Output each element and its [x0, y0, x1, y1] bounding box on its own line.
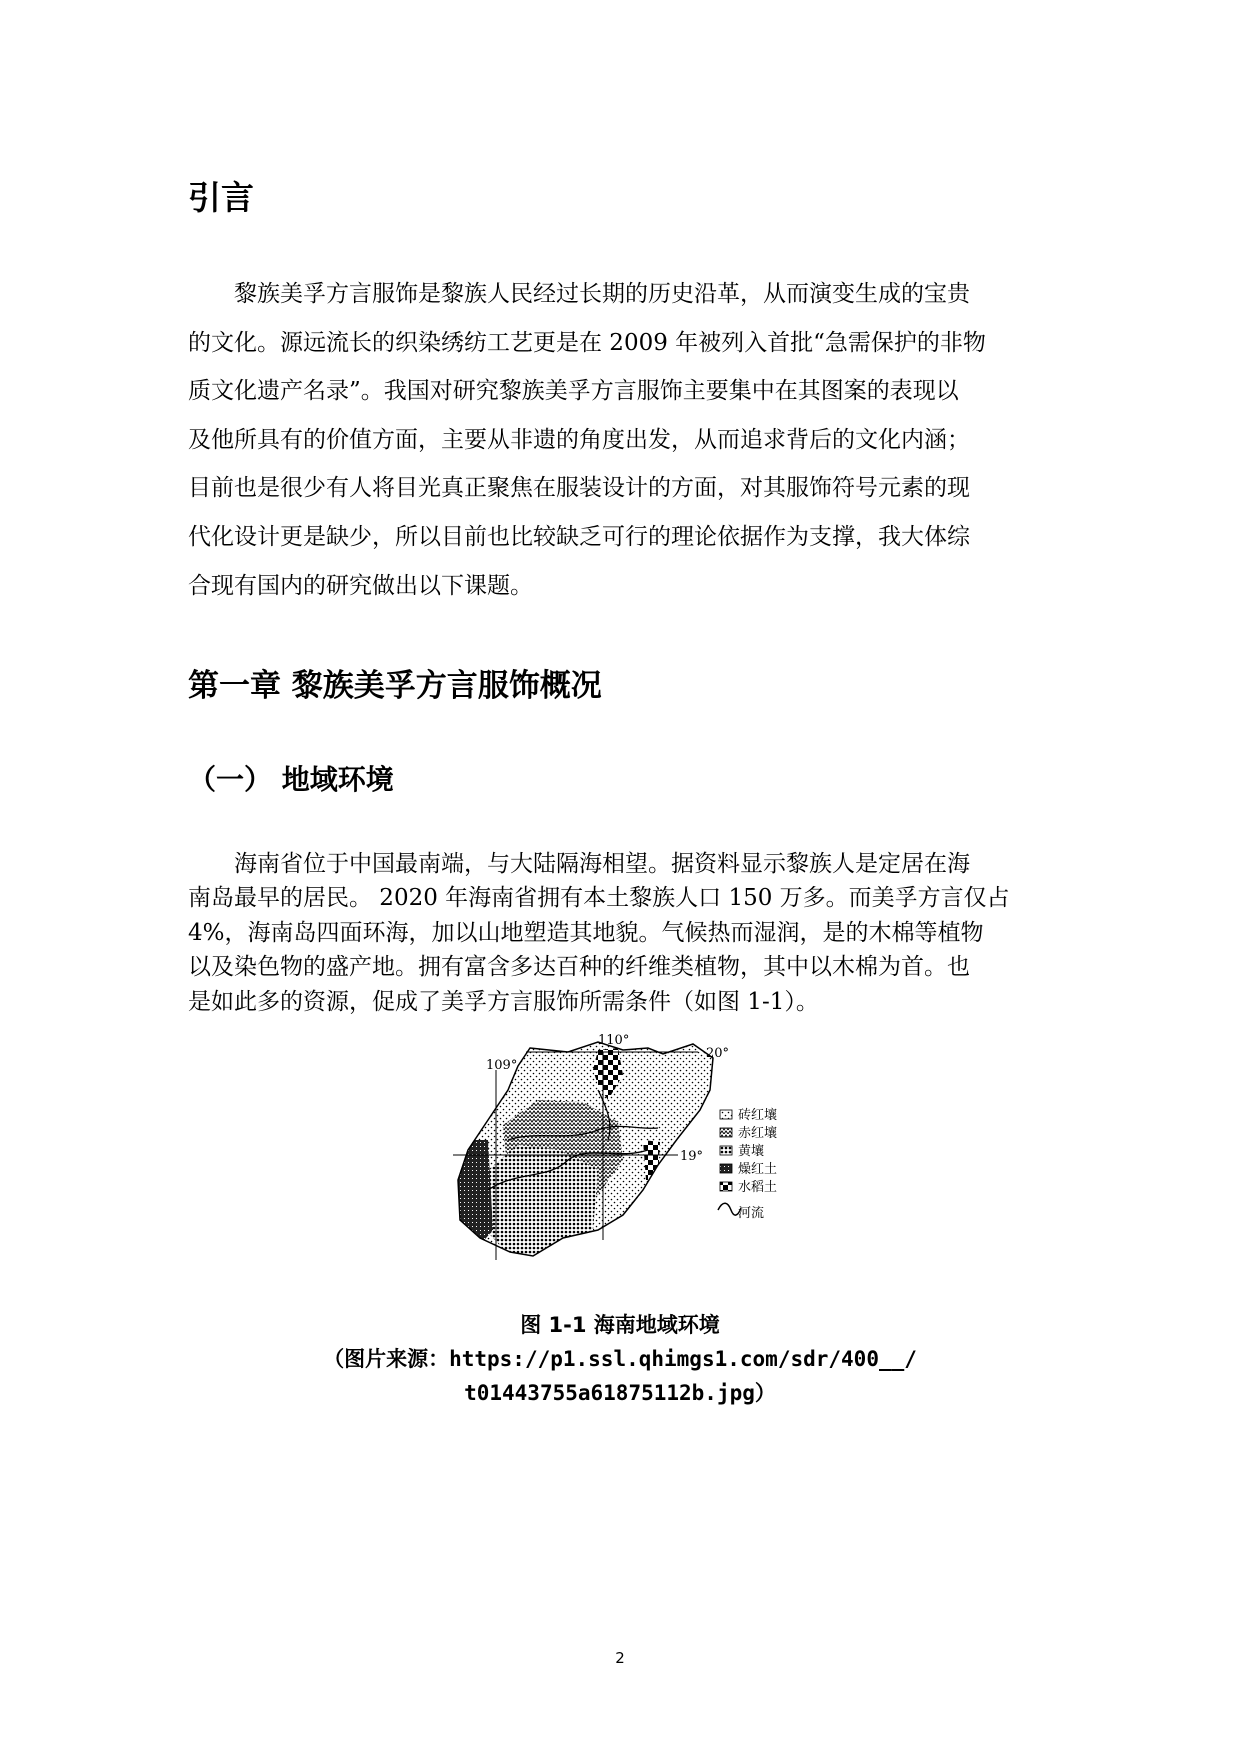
legend-swatch — [720, 1182, 732, 1191]
legend-label: 赤红壤 — [738, 1126, 778, 1141]
lon109-label: 109° — [486, 1058, 518, 1073]
intro-paragraph — [188, 270, 1052, 610]
intro-line: 及他所具有的价值方面，主要从非遗的角度出发，从而追求背后的文化内涵； — [188, 426, 970, 453]
section-paragraph — [188, 847, 1052, 1019]
legend-label: 砖红壤 — [738, 1108, 778, 1123]
legend-label: 黄壤 — [738, 1144, 765, 1159]
figure-caption-source-cont: t01443755a61875112b.jpg） — [464, 1381, 776, 1405]
lat20-label: 20° — [706, 1046, 730, 1061]
lat19-label: 19° — [680, 1149, 704, 1164]
intro-line: 目前也是很少有人将目光真正聚焦在服装设计的方面，对其服饰符号元素的现 — [188, 475, 970, 502]
section-line: 以及染色物的盛产地。拥有富含多达百种的纤维类植物，其中以木棉为首。也 — [188, 954, 970, 981]
intro-line: 的文化。源远流长的织染绣纺工艺更是在 2009 年被列入首批“急需保护的非物 — [188, 329, 986, 356]
section-line: 南岛最早的居民。 2020 年海南省拥有本土黎族人口 150 万多。而美孚方言仅占 — [188, 885, 1010, 912]
section-heading: （一） 地域环境 — [188, 763, 394, 796]
page-number: 2 — [615, 1649, 625, 1667]
intro-line: 黎族美孚方言服饰是黎族人民经过长期的历史沿革，从而演变生成的宝贵 — [234, 281, 970, 307]
figure-caption-title: 图 1-1 海南地域环境 — [520, 1313, 720, 1337]
legend-swatch — [720, 1128, 732, 1137]
legend-swatch — [720, 1146, 732, 1155]
map-legend — [718, 1107, 777, 1221]
intro-line: 合现有国内的研究做出以下课题。 — [188, 572, 533, 599]
lon110-label: 110° — [598, 1033, 630, 1048]
legend-swatch — [720, 1110, 732, 1119]
section-line: 4%，海南岛四面环海，加以山地塑造其地貌。气候热而湿润，是的木棉等植物 — [188, 919, 984, 946]
intro-heading: 引言 — [188, 178, 254, 217]
section-line: 海南省位于中国最南端，与大陆隔海相望。据资料显示黎族人是定居在海 — [234, 851, 970, 877]
legend-label: 河流 — [738, 1206, 765, 1221]
hainan-soil-map — [448, 1030, 848, 1292]
legend-label: 水稻土 — [738, 1180, 778, 1195]
intro-line: 质文化遗产名录”。我国对研究黎族美孚方言服饰主要集中在其图案的表现以 — [188, 378, 959, 405]
legend-label: 燥红土 — [738, 1162, 778, 1177]
section-line: 是如此多的资源，促成了美孚方言服饰所需条件（如图 1-1）。 — [188, 988, 819, 1015]
chapter-heading: 第一章 黎族美孚方言服饰概况 — [188, 668, 602, 704]
legend-swatch — [720, 1164, 732, 1173]
intro-line: 代化设计更是缺少，所以目前也比较缺乏可行的理论依据作为支撑，我大体综 — [188, 523, 970, 550]
figure-caption-source: （图片来源：https://p1.ssl.qhimgs1.com/sdr/400__/ — [323, 1347, 917, 1371]
